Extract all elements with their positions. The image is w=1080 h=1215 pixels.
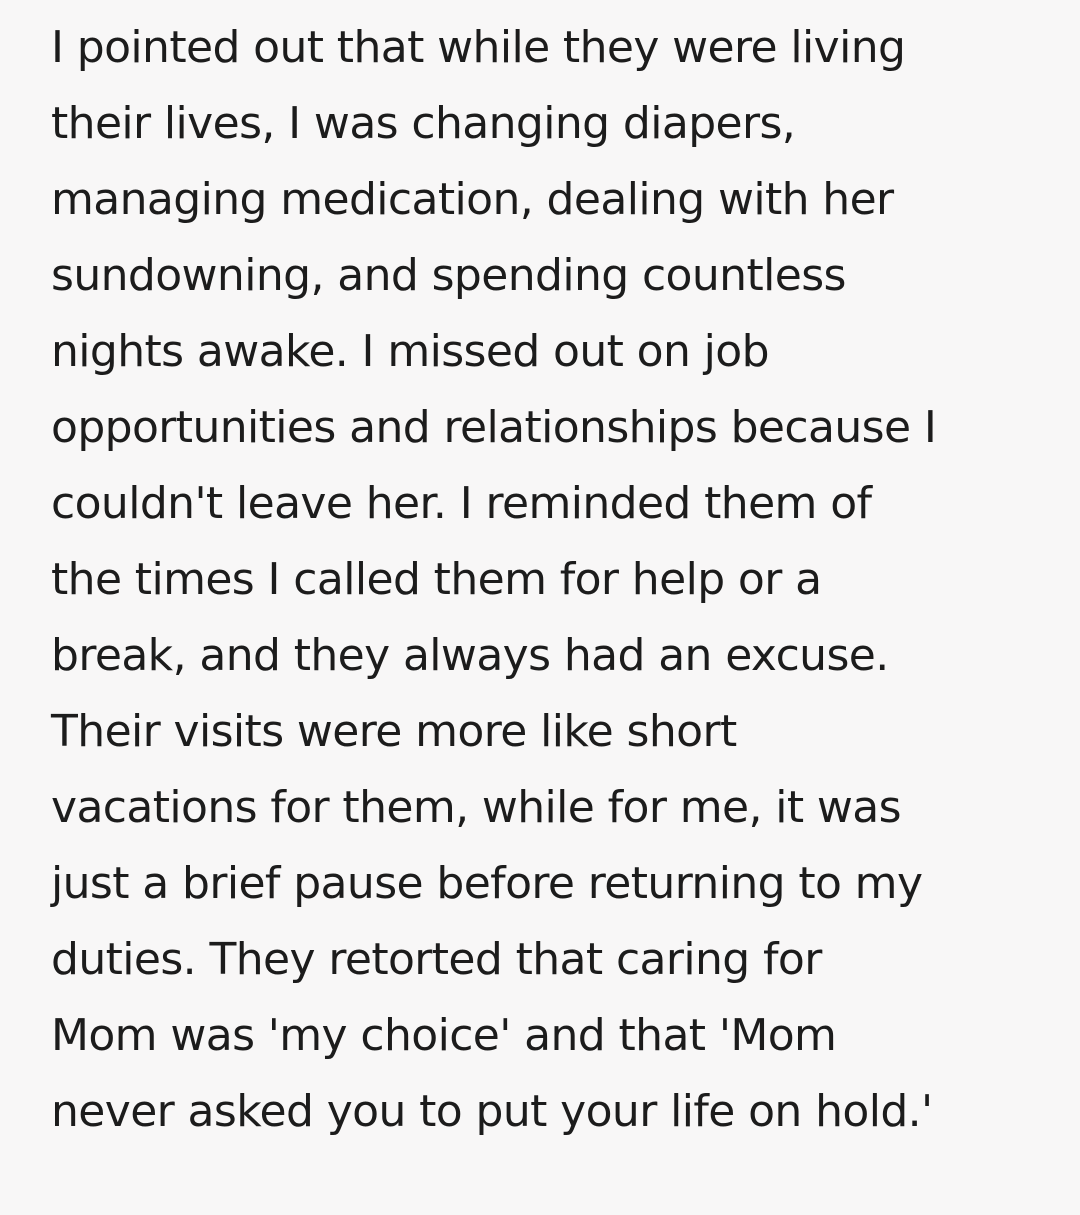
text-line: I pointed out that while they were living — [51, 22, 906, 73]
text-line: managing medication, dealing with her — [51, 174, 894, 225]
story-paragraph — [51, 10, 1050, 1150]
text-line: never asked you to put your life on hold.' — [51, 1086, 933, 1137]
text-line: Mom was 'my choice' and that 'Mom — [51, 1010, 837, 1061]
text-line: the times I called them for help or a — [51, 554, 822, 605]
text-line: sundowning, and spending countless — [51, 250, 846, 301]
text-line: vacations for them, while for me, it was — [51, 782, 901, 833]
text-line: their lives, I was changing diapers, — [51, 98, 796, 149]
text-line: just a brief pause before returning to my — [51, 858, 923, 909]
text-line: couldn't leave her. I reminded them of — [51, 478, 872, 529]
text-line: Their visits were more like short — [51, 706, 737, 757]
text-line: break, and they always had an excuse. — [51, 630, 889, 681]
text-line: nights awake. I missed out on job — [51, 326, 769, 377]
text-line: opportunities and relationships because I — [51, 402, 937, 453]
text-line: duties. They retorted that caring for — [51, 934, 822, 985]
